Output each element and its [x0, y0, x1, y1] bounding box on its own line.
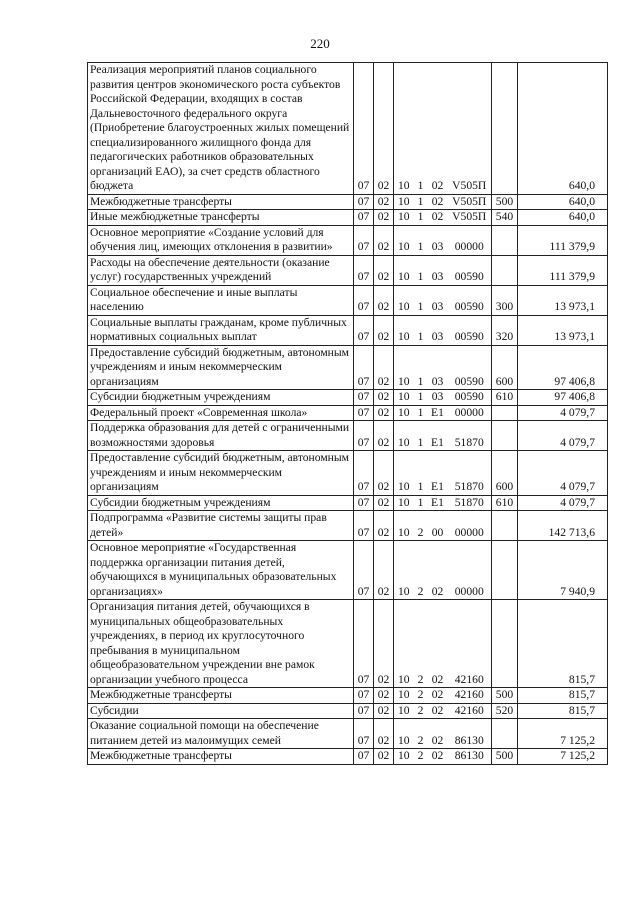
- event-code-cell: 02: [428, 210, 448, 226]
- table-row: [88, 390, 608, 406]
- program-code-cell: 10: [394, 194, 414, 210]
- razdel-code-cell: 07: [354, 315, 374, 345]
- amount-cell: 640,0: [518, 210, 608, 226]
- table-row: [88, 688, 608, 704]
- row-name-cell: Предоставление субсидий бюджетным, автономным учреждениям и иным некоммерческим организациям: [88, 451, 354, 496]
- expense-type-code-cell: [492, 421, 518, 451]
- program-code-cell: 10: [394, 405, 414, 421]
- expense-type-code-cell: [492, 719, 518, 749]
- expense-type-code-cell: [492, 511, 518, 541]
- razdel-code-cell: 07: [354, 405, 374, 421]
- expense-type-code-cell: 520: [492, 703, 518, 719]
- podrazdel-code-cell: 02: [374, 511, 394, 541]
- expense-type-code-cell: 610: [492, 390, 518, 406]
- row-name-cell: Организация питания детей, обучающихся в муниципальных общеобразовательных учреждениях, в период их круглосуточного пребывания в муниципальном общеобразовательном учреждении вне рамок организации учебного процесса: [88, 600, 354, 688]
- razdel-code-cell: 07: [354, 451, 374, 496]
- row-name-cell: Основное мероприятие «Создание условий для обучения лиц, имеющих отклонения в развитии»: [88, 225, 354, 255]
- subprogram-code-cell: 2: [414, 719, 428, 749]
- event-code-cell: 02: [428, 688, 448, 704]
- table-row: [88, 194, 608, 210]
- podrazdel-code-cell: 02: [374, 719, 394, 749]
- amount-cell: 640,0: [518, 194, 608, 210]
- subprogram-code-cell: 1: [414, 225, 428, 255]
- table-row: [88, 421, 608, 451]
- table-row: [88, 451, 608, 496]
- table-row: [88, 405, 608, 421]
- event-code-cell: E1: [428, 421, 448, 451]
- program-code-cell: 10: [394, 541, 414, 600]
- row-name-cell: Подпрограмма «Развитие системы защиты прав детей»: [88, 511, 354, 541]
- row-name-cell: Субсидии бюджетным учреждениям: [88, 495, 354, 511]
- page-number: 220: [310, 36, 330, 51]
- amount-cell: 4 079,7: [518, 451, 608, 496]
- row-name-cell: Межбюджетные трансферты: [88, 194, 354, 210]
- event-code-cell: 00: [428, 511, 448, 541]
- razdel-code-cell: 07: [354, 255, 374, 285]
- row-name-cell: Субсидии: [88, 703, 354, 719]
- subprogram-code-cell: 1: [414, 495, 428, 511]
- subprogram-code-cell: 1: [414, 345, 428, 390]
- program-code-cell: 10: [394, 255, 414, 285]
- expense-type-code-cell: 540: [492, 210, 518, 226]
- amount-cell: 7 125,2: [518, 749, 608, 765]
- podrazdel-code-cell: 02: [374, 194, 394, 210]
- event-code-cell: 02: [428, 194, 448, 210]
- amount-cell: 111 379,9: [518, 255, 608, 285]
- table-row: [88, 285, 608, 315]
- subprogram-code-cell: 2: [414, 600, 428, 688]
- expense-type-code-cell: 500: [492, 194, 518, 210]
- program-code-cell: 10: [394, 285, 414, 315]
- direction-code-cell: 00000: [448, 541, 492, 600]
- program-code-cell: 10: [394, 421, 414, 451]
- expense-type-code-cell: 300: [492, 285, 518, 315]
- podrazdel-code-cell: 02: [374, 703, 394, 719]
- expense-type-code-cell: 600: [492, 345, 518, 390]
- amount-cell: 4 079,7: [518, 421, 608, 451]
- amount-cell: 13 973,1: [518, 315, 608, 345]
- event-code-cell: 02: [428, 600, 448, 688]
- subprogram-code-cell: 1: [414, 63, 428, 195]
- program-code-cell: 10: [394, 345, 414, 390]
- expense-type-code-cell: 610: [492, 495, 518, 511]
- direction-code-cell: 00590: [448, 390, 492, 406]
- subprogram-code-cell: 1: [414, 285, 428, 315]
- direction-code-cell: 51870: [448, 495, 492, 511]
- table-row: [88, 495, 608, 511]
- amount-cell: 142 713,6: [518, 511, 608, 541]
- razdel-code-cell: 07: [354, 511, 374, 541]
- podrazdel-code-cell: 02: [374, 63, 394, 195]
- direction-code-cell: 00590: [448, 285, 492, 315]
- amount-cell: 97 406,8: [518, 345, 608, 390]
- razdel-code-cell: 07: [354, 210, 374, 226]
- table-row: [88, 703, 608, 719]
- podrazdel-code-cell: 02: [374, 255, 394, 285]
- podrazdel-code-cell: 02: [374, 285, 394, 315]
- table-row: [88, 511, 608, 541]
- program-code-cell: 10: [394, 511, 414, 541]
- event-code-cell: E1: [428, 451, 448, 496]
- program-code-cell: 10: [394, 63, 414, 195]
- podrazdel-code-cell: 02: [374, 315, 394, 345]
- razdel-code-cell: 07: [354, 225, 374, 255]
- podrazdel-code-cell: 02: [374, 451, 394, 496]
- razdel-code-cell: 07: [354, 495, 374, 511]
- direction-code-cell: 86130: [448, 749, 492, 765]
- event-code-cell: 03: [428, 255, 448, 285]
- table-body: [88, 63, 608, 765]
- podrazdel-code-cell: 02: [374, 210, 394, 226]
- subprogram-code-cell: 1: [414, 210, 428, 226]
- subprogram-code-cell: 1: [414, 451, 428, 496]
- podrazdel-code-cell: 02: [374, 688, 394, 704]
- table-row: [88, 315, 608, 345]
- subprogram-code-cell: 1: [414, 255, 428, 285]
- expense-type-code-cell: 600: [492, 451, 518, 496]
- direction-code-cell: 00590: [448, 255, 492, 285]
- table-row: [88, 749, 608, 765]
- row-name-cell: Субсидии бюджетным учреждениям: [88, 390, 354, 406]
- row-name-cell: Межбюджетные трансферты: [88, 688, 354, 704]
- expense-type-code-cell: 320: [492, 315, 518, 345]
- podrazdel-code-cell: 02: [374, 345, 394, 390]
- razdel-code-cell: 07: [354, 688, 374, 704]
- subprogram-code-cell: 2: [414, 511, 428, 541]
- row-name-cell: Оказание социальной помощи на обеспечение питанием детей из малоимущих семей: [88, 719, 354, 749]
- event-code-cell: E1: [428, 495, 448, 511]
- amount-cell: 13 973,1: [518, 285, 608, 315]
- direction-code-cell: 42160: [448, 688, 492, 704]
- amount-cell: 815,7: [518, 600, 608, 688]
- podrazdel-code-cell: 02: [374, 225, 394, 255]
- razdel-code-cell: 07: [354, 390, 374, 406]
- amount-cell: 7 940,9: [518, 541, 608, 600]
- direction-code-cell: 00000: [448, 225, 492, 255]
- subprogram-code-cell: 2: [414, 688, 428, 704]
- amount-cell: 640,0: [518, 63, 608, 195]
- amount-cell: 815,7: [518, 688, 608, 704]
- subprogram-code-cell: 2: [414, 703, 428, 719]
- razdel-code-cell: 07: [354, 285, 374, 315]
- row-name-cell: Основное мероприятие «Государственная поддержка организации питания детей, обучающихся в муниципальных образовательных организациях»: [88, 541, 354, 600]
- amount-cell: 4 079,7: [518, 495, 608, 511]
- table-row: [88, 719, 608, 749]
- event-code-cell: 02: [428, 541, 448, 600]
- amount-cell: 7 125,2: [518, 719, 608, 749]
- razdel-code-cell: 07: [354, 719, 374, 749]
- subprogram-code-cell: 1: [414, 421, 428, 451]
- table-row: [88, 225, 608, 255]
- program-code-cell: 10: [394, 495, 414, 511]
- expense-type-code-cell: [492, 255, 518, 285]
- row-name-cell: Федеральный проект «Современная школа»: [88, 405, 354, 421]
- event-code-cell: 02: [428, 703, 448, 719]
- expense-type-code-cell: [492, 600, 518, 688]
- event-code-cell: 03: [428, 390, 448, 406]
- table-row: [88, 255, 608, 285]
- table-row: [88, 541, 608, 600]
- subprogram-code-cell: 1: [414, 194, 428, 210]
- event-code-cell: 02: [428, 719, 448, 749]
- podrazdel-code-cell: 02: [374, 390, 394, 406]
- podrazdel-code-cell: 02: [374, 600, 394, 688]
- table-row: [88, 63, 608, 195]
- razdel-code-cell: 07: [354, 421, 374, 451]
- direction-code-cell: 51870: [448, 451, 492, 496]
- podrazdel-code-cell: 02: [374, 495, 394, 511]
- direction-code-cell: 42160: [448, 703, 492, 719]
- direction-code-cell: V505П: [448, 63, 492, 195]
- table-row: [88, 600, 608, 688]
- row-name-cell: Расходы на обеспечение деятельности (оказание услуг) государственных учреждений: [88, 255, 354, 285]
- program-code-cell: 10: [394, 749, 414, 765]
- event-code-cell: 03: [428, 345, 448, 390]
- row-name-cell: Социальное обеспечение и иные выплаты населению: [88, 285, 354, 315]
- expense-type-code-cell: [492, 225, 518, 255]
- razdel-code-cell: 07: [354, 541, 374, 600]
- direction-code-cell: 00590: [448, 315, 492, 345]
- program-code-cell: 10: [394, 719, 414, 749]
- program-code-cell: 10: [394, 688, 414, 704]
- table-row: [88, 210, 608, 226]
- event-code-cell: 02: [428, 749, 448, 765]
- razdel-code-cell: 07: [354, 345, 374, 390]
- program-code-cell: 10: [394, 600, 414, 688]
- subprogram-code-cell: 2: [414, 749, 428, 765]
- razdel-code-cell: 07: [354, 63, 374, 195]
- razdel-code-cell: 07: [354, 194, 374, 210]
- subprogram-code-cell: 1: [414, 315, 428, 345]
- expense-type-code-cell: 500: [492, 688, 518, 704]
- expense-type-code-cell: 500: [492, 749, 518, 765]
- direction-code-cell: 42160: [448, 600, 492, 688]
- row-name-cell: Реализация мероприятий планов социального развития центров экономического роста субъектов Российской Федерации, входящих в состав Дальневосточного федерального округа (Приобретение благоустроенных жилых помещений специализированного жилищного фонда для педагогических работников образовательных организаций ЕАО), за счет средств областного бюджета: [88, 63, 354, 195]
- razdel-code-cell: 07: [354, 600, 374, 688]
- program-code-cell: 10: [394, 390, 414, 406]
- podrazdel-code-cell: 02: [374, 405, 394, 421]
- row-name-cell: Социальные выплаты гражданам, кроме публичных нормативных социальных выплат: [88, 315, 354, 345]
- razdel-code-cell: 07: [354, 703, 374, 719]
- row-name-cell: Предоставление субсидий бюджетным, автономным учреждениям и иным некоммерческим организациям: [88, 345, 354, 390]
- expense-type-code-cell: [492, 541, 518, 600]
- row-name-cell: Иные межбюджетные трансферты: [88, 210, 354, 226]
- amount-cell: 815,7: [518, 703, 608, 719]
- direction-code-cell: V505П: [448, 210, 492, 226]
- event-code-cell: 03: [428, 225, 448, 255]
- event-code-cell: 03: [428, 315, 448, 345]
- event-code-cell: 03: [428, 285, 448, 315]
- expense-type-code-cell: [492, 405, 518, 421]
- table-row: [88, 345, 608, 390]
- amount-cell: 111 379,9: [518, 225, 608, 255]
- subprogram-code-cell: 2: [414, 541, 428, 600]
- program-code-cell: 10: [394, 225, 414, 255]
- direction-code-cell: 51870: [448, 421, 492, 451]
- event-code-cell: E1: [428, 405, 448, 421]
- podrazdel-code-cell: 02: [374, 749, 394, 765]
- subprogram-code-cell: 1: [414, 405, 428, 421]
- program-code-cell: 10: [394, 315, 414, 345]
- subprogram-code-cell: 1: [414, 390, 428, 406]
- expense-type-code-cell: [492, 63, 518, 195]
- podrazdel-code-cell: 02: [374, 421, 394, 451]
- direction-code-cell: 86130: [448, 719, 492, 749]
- podrazdel-code-cell: 02: [374, 541, 394, 600]
- event-code-cell: 02: [428, 63, 448, 195]
- program-code-cell: 10: [394, 703, 414, 719]
- budget-table: [87, 62, 608, 765]
- direction-code-cell: 00000: [448, 511, 492, 541]
- direction-code-cell: 00590: [448, 345, 492, 390]
- direction-code-cell: 00000: [448, 405, 492, 421]
- program-code-cell: 10: [394, 210, 414, 226]
- amount-cell: 4 079,7: [518, 405, 608, 421]
- row-name-cell: Межбюджетные трансферты: [88, 749, 354, 765]
- program-code-cell: 10: [394, 451, 414, 496]
- row-name-cell: Поддержка образования для детей с ограниченными возможностями здоровья: [88, 421, 354, 451]
- razdel-code-cell: 07: [354, 749, 374, 765]
- direction-code-cell: V505П: [448, 194, 492, 210]
- amount-cell: 97 406,8: [518, 390, 608, 406]
